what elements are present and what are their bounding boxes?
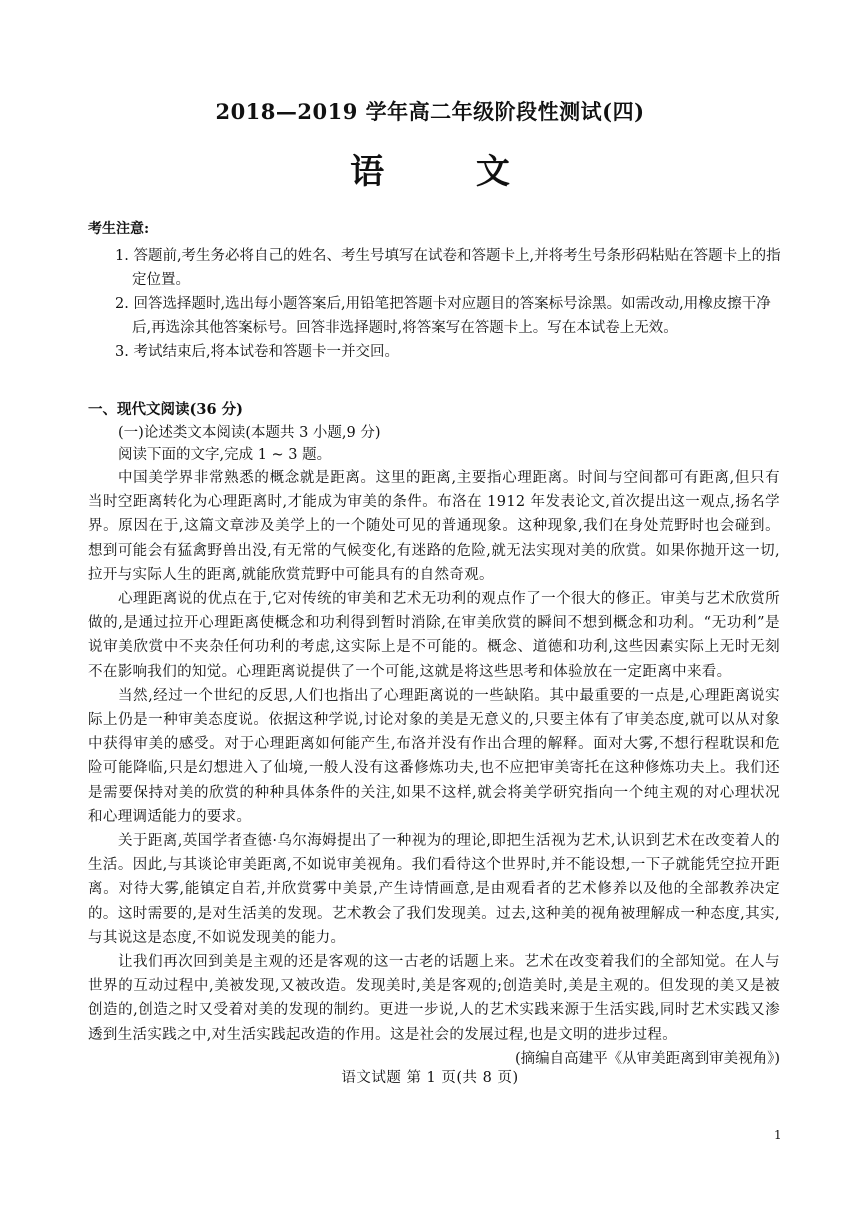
passage-source: (摘编自高建平《从审美距离到审美视角》) bbox=[514, 1050, 780, 1067]
passage-paragraph: 让我们再次回到美是主观的还是客观的这一古老的话题上来。艺术在改变着我们的全部知觉。在人与世界的互动过程中,美被发现,又被改造。发现美时,美是客观的;创造美时,美是主观的。但发现的美又是被创造的,创造之时又受着对美的发现的制约。更进一步说,人的艺术实践来源于生活实践,同时艺术实践又渗透到生活实践之中,对生活实践起改造的作用。这是社会的发展过程,也是文明的进步过程。 bbox=[88, 954, 780, 1043]
candidate-notice bbox=[88, 218, 788, 364]
subject-title: 语 文 bbox=[350, 152, 550, 192]
exam-title: 2018—2019 学年高二年级阶段性测试(四) bbox=[215, 99, 645, 124]
reading-section bbox=[88, 398, 780, 1071]
notice-list bbox=[88, 244, 788, 364]
passage-paragraph: 关于距离,英国学者查德·乌尔海姆提出了一种视为的理论,即把生活视为艺术,认识到艺术在改变着人的生活。因此,与其谈论审美距离,不如说审美视角。我们看待这个世界时,并不能设想,一下子就能凭空拉开距离。对待大雾,能镇定自若,并欣赏雾中美景,产生诗情画意,是由观看者的艺术修养以及他的全部教养决定的。这时需要的,是对生活美的发现。艺术教会了我们发现美。过去,这种美的视角被理解成一种态度,其实,与其说这是态度,不如说发现美的能力。 bbox=[88, 833, 780, 946]
sub-heading: (一)论述类文本阅读(本题共 3 小题,9 分) bbox=[118, 425, 381, 441]
passage-paragraph: 心理距离说的优点在于,它对传统的审美和艺术无功利的观点作了一个很大的修正。审美与艺术欣赏所做的,是通过拉开心理距离使概念和功利得到暂时消除,在审美欣赏的瞬间不想到概念和功利。“无功利”是说审美欣赏中不夹杂任何功利的考虑,这实际上是不可能的。概念、道德和功利,这些因素实际上无时无刻不在影响我们的知觉。心理距离说提供了一个可能,这就是将这些思考和体验放在一定距离中来看。 bbox=[88, 591, 780, 680]
instruction: 阅读下面的文字,完成 1 ~ 3 题。 bbox=[118, 447, 332, 463]
page-footer: 语文试题 第 1 页(共 8 页) bbox=[341, 1070, 519, 1086]
notice-item: 2. 回答选择题时,选出每小题答案后,用铅笔把答题卡对应题目的答案标号涂黑。如需改动,用橡皮擦干净后,再选涂其他答案标号。回答非选择题时,将答案写在答题卡上。写在本试卷上无效。 bbox=[115, 296, 771, 336]
section-heading: 一、现代文阅读(36 分) bbox=[88, 401, 243, 418]
page-number: 1 bbox=[774, 1128, 782, 1142]
passage-paragraph: 中国美学界非常熟悉的概念就是距离。这里的距离,主要指心理距离。时间与空间都可有距离,但只有当时空距离转化为心理距离时,才能成为审美的条件。布洛在 1912 年发表论文,首次提出这一观点,扬名学界。原因在于,这篇文章涉及美学上的一个随处可见的普通现象。这种现象,我们在身处荒野时也会碰到。想到可能会有猛禽野兽出没,有无常的气候变化,有迷路的危险,就无法实现对美的欣赏。如果你抛开这一切,拉开与实际人生的距离,就能欣赏荒野中可能具有的自然奇观。 bbox=[88, 470, 780, 583]
notice-item: 1. 答题前,考生务必将自己的姓名、考生号填写在试卷和答题卡上,并将考生号条形码粘贴在答题卡上的指定位置。 bbox=[115, 248, 781, 288]
notice-heading: 考生注意: bbox=[88, 221, 150, 237]
notice-item: 3. 考试结束后,将本试卷和答题卡一并交回。 bbox=[115, 344, 400, 360]
passage-paragraph: 当然,经过一个世纪的反思,人们也指出了心理距离说的一些缺陷。其中最重要的一点是,心理距离说实际上仍是一种审美态度说。依据这种学说,讨论对象的美是无意义的,只要主体有了审美态度,就可以从对象中获得审美的感受。对于心理距离如何能产生,布洛并没有作出合理的解释。面对大雾,不想行程耽误和危险可能降临,只是幻想进入了仙境,一般人没有这番修炼功夫,也不应把审美寄托在这种修炼功夫上。我们还是需要保持对美的欣赏的种种具体条件的关注,如果不这样,就会将美学研究指向一个纯主观的对心理状况和心理调适能力的要求。 bbox=[88, 687, 780, 825]
